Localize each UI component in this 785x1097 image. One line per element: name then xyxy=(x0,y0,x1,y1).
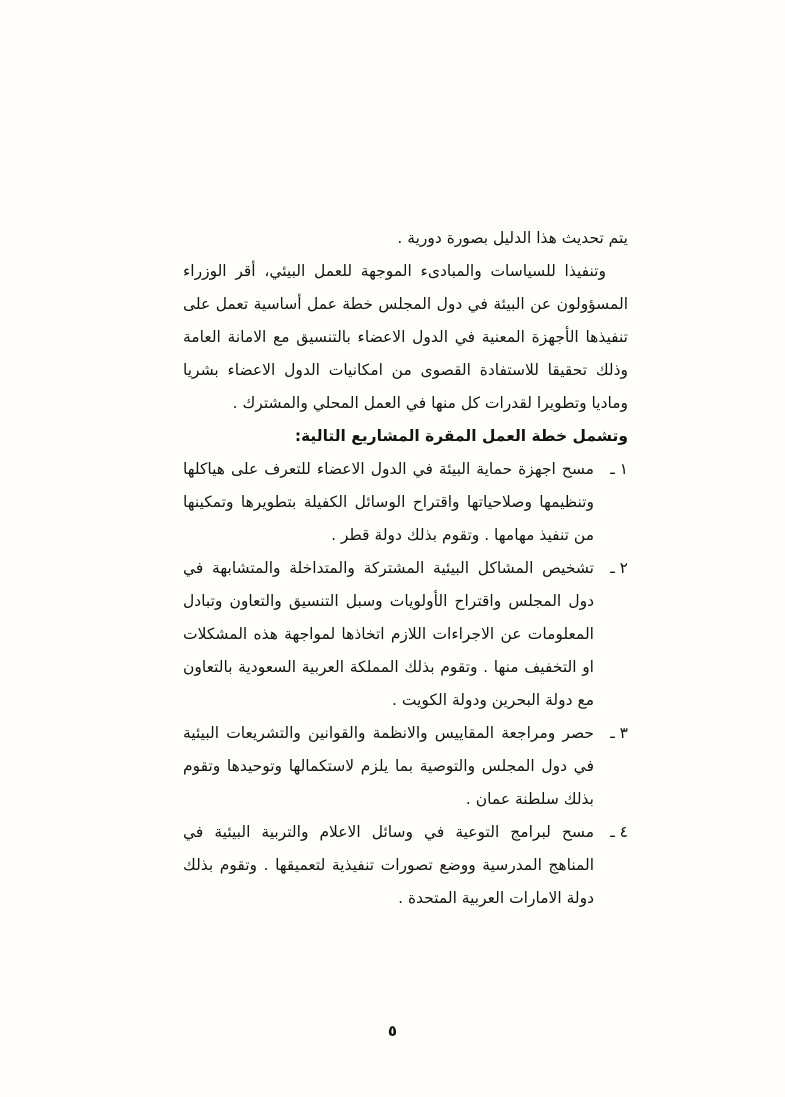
paragraph-work-plan-intro: وتنفيذا للسياسات والمبادىء الموجهة للعمل البيئي، أقر الوزراء المسؤولون عن البيئة في دول المجلس خطة عمل أساسية تعمل على تنفيذها الأجهزة المعنية في الدول الاعضاء بالتنسيق مع الامانة العامة وذلك تحقيقا للاستفادة القصوى من امكانيات الدول الاعضاء بشريا وماديا وتطويرا لقدرات كل منها في العمل المحلي والمشترك . xyxy=(183,262,628,412)
section-heading-approved-projects: وتشمل خطة العمل المقرة المشاريع التالية: xyxy=(294,427,628,445)
list-item-3 xyxy=(183,717,628,816)
list-item-4-text: مسح لبرامج التوعية في وسائل الاعلام والتربية البيئية في المناهج المدرسية ووضع تصورات تنفيذية لتعميقها . وتقوم بذلك دولة الامارات العربية المتحدة . xyxy=(183,823,594,907)
list-item-1 xyxy=(183,453,628,552)
list-item-1-number: ١ ـ xyxy=(610,460,628,478)
list-item-4 xyxy=(183,816,628,915)
list-item-2 xyxy=(183,552,628,717)
paragraph-update-note: يتم تحديث هذا الدليل بصورة دورية . xyxy=(397,229,628,247)
list-item-4-number: ٤ ـ xyxy=(610,823,628,841)
list-item-2-number: ٢ ـ xyxy=(610,559,628,577)
list-item-2-text: تشخيص المشاكل البيئية المشتركة والمتداخلة والمتشابهة في دول المجلس واقتراح الأولويات وسبل التنسيق والتعاون وتبادل المعلومات عن الاجراءات اللازم اتخاذها لمواجهة هذه المشكلات او التخفيف منها . وتقوم بذلك المملكة العربية السعودية بالتعاون مع دولة البحرين ودولة الكويت . xyxy=(183,559,594,709)
list-item-3-text: حصر ومراجعة المقاييس والانظمة والقوانين والتشريعات البيئية في دول المجلس والتوصية بما يلزم لاستكمالها وتوحيدها وتقوم بذلك سلطنة عمان . xyxy=(183,724,594,808)
list-item-1-text: مسح اجهزة حماية البيئة في الدول الاعضاء للتعرف على هياكلها وتنظيمها وصلاحياتها واقتراح الوسائل الكفيلة بتطويرها وتمكينها من تنفيذ مهامها . وتقوم بذلك دولة قطر . xyxy=(183,460,594,544)
list-item-3-number: ٣ ـ xyxy=(610,724,628,742)
page-number: ٥ xyxy=(387,1022,398,1040)
document-body-text xyxy=(183,222,628,915)
